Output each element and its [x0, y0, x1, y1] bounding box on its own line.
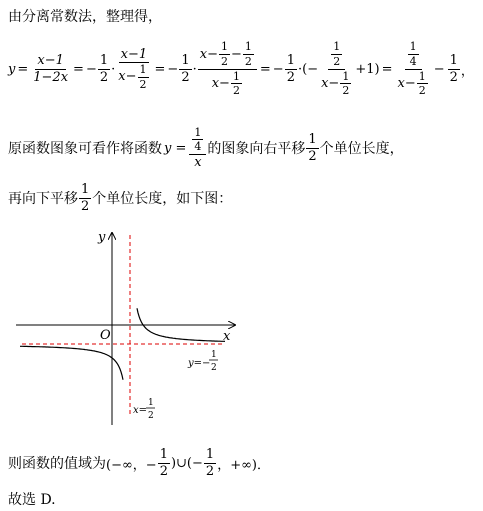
h-asymptote-label: [187, 350, 218, 373]
svg-text:x=: x=: [133, 405, 148, 416]
y-axis-label: y: [98, 230, 106, 245]
main-equation: y = $\frac{x-1}{1-2x}$ = − $\frac{1}{2}$ · x−1 x− $\frac{1}{2}$ = − $\frac{1}{2}$ · x− $\frac{1}{2}$ − $\frac{1}{2}$ x− $\frac{1}{2}$ = − $\frac{1}{2}$ · (− $\frac{1}{2}$ x− $\frac{1}{2}$ +1) = $\frac{1}{4}$ x− $\frac{1}{2}$ − $\frac{1}{2}$ ，: [8, 40, 474, 98]
function-graph: [0, 225, 483, 435]
svg-text:1: 1: [211, 350, 217, 360]
hyperbola-left-branch: [20, 346, 123, 379]
answer-text: 故选 D.: [8, 492, 56, 508]
frac-2: x−1 x− $\frac{1}{2}$: [118, 46, 148, 91]
x-axis-label: x: [223, 329, 231, 344]
svg-text:2: 2: [211, 363, 217, 373]
intro-text: 由分离常数法，整理得，: [8, 9, 162, 25]
frac-1: $\frac{x-1}{1-2x}$: [33, 52, 69, 85]
range-text: 则函数的值域为 (−∞，− $\frac{1}{2}$ )∪(− $\frac{1}{2}$ ，+∞)．: [8, 446, 270, 479]
svg-text:1: 1: [148, 398, 154, 408]
shift-right-text: 原函数图象可看作将函数 y = $\frac{\frac{1}{4}}{x}$ 的图象向右平移 $\frac{1}{2}$ 个单位长度，: [8, 125, 404, 170]
frac-4: $\frac{1}{2}$ x− $\frac{1}{2}$: [321, 40, 350, 98]
origin-label: O: [100, 328, 111, 343]
v-asymptote-label: [133, 398, 155, 421]
frac-3: x− $\frac{1}{2}$ − $\frac{1}{2}$ x− $\frac{1}{2}$: [198, 41, 257, 96]
shift-down-text: 再向下平移 $\frac{1}{2}$ 个单位长度，如下图：: [8, 181, 233, 214]
svg-text:y=−: y=−: [188, 358, 211, 369]
eq-y: y: [8, 61, 16, 77]
svg-text:2: 2: [148, 411, 154, 421]
frac-5: $\frac{1}{4}$ x− $\frac{1}{2}$: [397, 40, 426, 98]
